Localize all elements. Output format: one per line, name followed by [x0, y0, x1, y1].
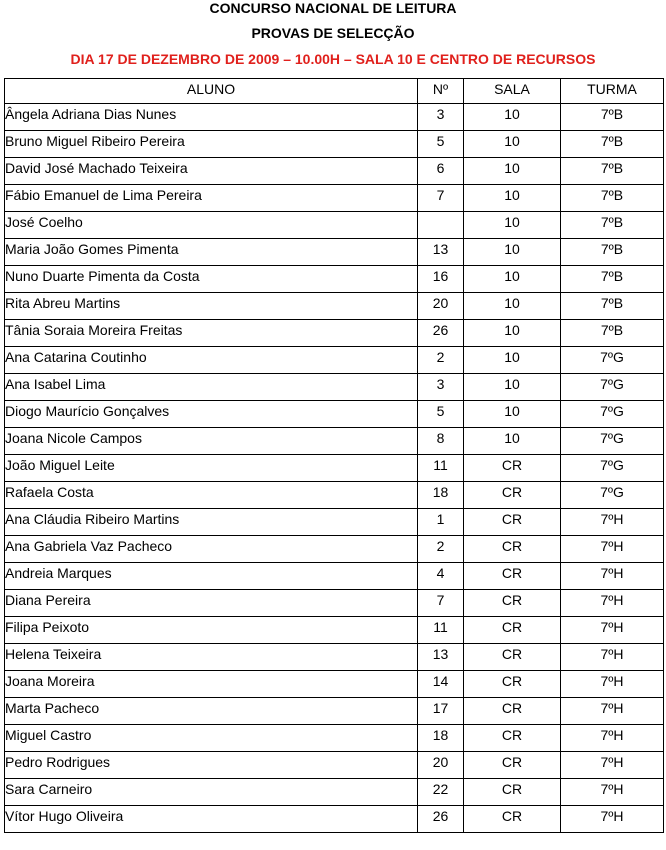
cell-sala: 10	[464, 401, 561, 428]
cell-aluno: Andreia Marques	[5, 563, 418, 590]
cell-turma: 7ºB	[561, 293, 664, 320]
cell-aluno: Ana Gabriela Vaz Pacheco	[5, 536, 418, 563]
cell-numero: 11	[418, 617, 464, 644]
cell-sala: 10	[464, 347, 561, 374]
cell-turma: 7ºH	[561, 536, 664, 563]
cell-numero: 6	[418, 158, 464, 185]
table-row	[5, 131, 664, 158]
cell-aluno: Helena Teixeira	[5, 644, 418, 671]
cell-aluno: Ana Catarina Coutinho	[5, 347, 418, 374]
cell-numero: 18	[418, 725, 464, 752]
cell-aluno: Ana Cláudia Ribeiro Martins	[5, 509, 418, 536]
cell-sala: CR	[464, 563, 561, 590]
cell-turma: 7ºH	[561, 725, 664, 752]
cell-numero: 4	[418, 563, 464, 590]
cell-turma: 7ºH	[561, 563, 664, 590]
cell-numero: 1	[418, 509, 464, 536]
cell-aluno: Diana Pereira	[5, 590, 418, 617]
cell-turma: 7ºH	[561, 671, 664, 698]
cell-numero: 20	[418, 752, 464, 779]
cell-sala: CR	[464, 779, 561, 806]
cell-turma: 7ºB	[561, 131, 664, 158]
table-row	[5, 536, 664, 563]
page-subtitle: PROVAS DE SELECÇÃO	[251, 25, 415, 41]
cell-numero: 7	[418, 185, 464, 212]
cell-sala: CR	[464, 725, 561, 752]
cell-turma: 7ºH	[561, 752, 664, 779]
cell-numero: 3	[418, 374, 464, 401]
cell-numero: 16	[418, 266, 464, 293]
cell-turma: 7ºG	[561, 482, 664, 509]
table-row	[5, 185, 664, 212]
cell-aluno: Bruno Miguel Ribeiro Pereira	[5, 131, 418, 158]
cell-sala: CR	[464, 617, 561, 644]
cell-numero: 13	[418, 644, 464, 671]
cell-numero: 20	[418, 293, 464, 320]
table-row	[5, 617, 664, 644]
students-table	[4, 78, 664, 833]
table-row	[5, 401, 664, 428]
cell-turma: 7ºB	[561, 185, 664, 212]
column-header-turma: TURMA	[561, 79, 664, 104]
table-row	[5, 212, 664, 239]
cell-numero: 3	[418, 104, 464, 131]
table-row	[5, 671, 664, 698]
cell-sala: CR	[464, 644, 561, 671]
cell-turma: 7ºG	[561, 374, 664, 401]
table-row	[5, 590, 664, 617]
cell-sala: CR	[464, 671, 561, 698]
cell-aluno: Ana Isabel Lima	[5, 374, 418, 401]
cell-sala: 10	[464, 158, 561, 185]
table-row	[5, 347, 664, 374]
cell-aluno: José Coelho	[5, 212, 418, 239]
cell-aluno: Marta Pacheco	[5, 698, 418, 725]
cell-numero: 7	[418, 590, 464, 617]
cell-sala: 10	[464, 374, 561, 401]
cell-aluno: Vítor Hugo Oliveira	[5, 806, 418, 833]
cell-aluno: Ângela Adriana Dias Nunes	[5, 104, 418, 131]
cell-numero: 14	[418, 671, 464, 698]
cell-sala: 10	[464, 239, 561, 266]
cell-turma: 7ºB	[561, 266, 664, 293]
cell-numero: 17	[418, 698, 464, 725]
table-header-row	[5, 79, 664, 104]
cell-turma: 7ºB	[561, 239, 664, 266]
cell-numero: 2	[418, 536, 464, 563]
cell-sala: CR	[464, 590, 561, 617]
cell-numero: 5	[418, 131, 464, 158]
cell-aluno: Rita Abreu Martins	[5, 293, 418, 320]
cell-sala: CR	[464, 482, 561, 509]
table-row	[5, 509, 664, 536]
cell-numero: 8	[418, 428, 464, 455]
cell-turma: 7ºH	[561, 698, 664, 725]
cell-sala: 10	[464, 428, 561, 455]
cell-numero: 5	[418, 401, 464, 428]
cell-turma: 7ºH	[561, 509, 664, 536]
date-line: DIA 17 DE DEZEMBRO DE 2009 – 10.00H – SALA 10 E CENTRO DE RECURSOS	[70, 51, 596, 67]
cell-turma: 7ºH	[561, 590, 664, 617]
cell-aluno: Fábio Emanuel de Lima Pereira	[5, 185, 418, 212]
cell-sala: CR	[464, 509, 561, 536]
column-header-numero: Nº	[418, 79, 464, 104]
cell-sala: CR	[464, 698, 561, 725]
cell-aluno: David José Machado Teixeira	[5, 158, 418, 185]
cell-numero: 26	[418, 806, 464, 833]
cell-aluno: Joana Moreira	[5, 671, 418, 698]
cell-sala: 10	[464, 293, 561, 320]
cell-aluno: Joana Nicole Campos	[5, 428, 418, 455]
cell-numero: 26	[418, 320, 464, 347]
cell-numero: 18	[418, 482, 464, 509]
cell-turma: 7ºH	[561, 617, 664, 644]
cell-aluno: Miguel Castro	[5, 725, 418, 752]
table-row	[5, 725, 664, 752]
cell-turma: 7ºG	[561, 455, 664, 482]
table-row	[5, 752, 664, 779]
cell-aluno: Filipa Peixoto	[5, 617, 418, 644]
cell-sala: 10	[464, 266, 561, 293]
table-row	[5, 104, 664, 131]
table-row	[5, 239, 664, 266]
table-row	[5, 374, 664, 401]
table-row	[5, 563, 664, 590]
cell-turma: 7ºH	[561, 644, 664, 671]
table-row	[5, 644, 664, 671]
cell-sala: 10	[464, 185, 561, 212]
cell-turma: 7ºH	[561, 779, 664, 806]
cell-sala: 10	[464, 131, 561, 158]
cell-aluno: Sara Carneiro	[5, 779, 418, 806]
cell-aluno: Rafaela Costa	[5, 482, 418, 509]
cell-numero: 2	[418, 347, 464, 374]
cell-aluno: Nuno Duarte Pimenta da Costa	[5, 266, 418, 293]
table-row	[5, 482, 664, 509]
cell-aluno: Tânia Soraia Moreira Freitas	[5, 320, 418, 347]
cell-sala: 10	[464, 212, 561, 239]
table-row	[5, 698, 664, 725]
cell-aluno: João Miguel Leite	[5, 455, 418, 482]
cell-sala: CR	[464, 752, 561, 779]
cell-sala: 10	[464, 320, 561, 347]
cell-turma: 7ºH	[561, 806, 664, 833]
table-row	[5, 158, 664, 185]
cell-aluno: Pedro Rodrigues	[5, 752, 418, 779]
cell-aluno: Diogo Maurício Gonçalves	[5, 401, 418, 428]
cell-turma: 7ºG	[561, 347, 664, 374]
cell-sala: CR	[464, 536, 561, 563]
table-row	[5, 428, 664, 455]
cell-numero: 13	[418, 239, 464, 266]
cell-turma: 7ºG	[561, 401, 664, 428]
table-row	[5, 293, 664, 320]
table-row	[5, 455, 664, 482]
cell-sala: 10	[464, 104, 561, 131]
cell-numero: 11	[418, 455, 464, 482]
cell-turma: 7ºB	[561, 212, 664, 239]
cell-turma: 7ºB	[561, 320, 664, 347]
cell-sala: CR	[464, 806, 561, 833]
cell-numero	[418, 212, 464, 239]
cell-numero: 22	[418, 779, 464, 806]
column-header-sala: SALA	[464, 79, 561, 104]
cell-sala: CR	[464, 455, 561, 482]
table-row	[5, 806, 664, 833]
cell-turma: 7ºB	[561, 158, 664, 185]
table-row	[5, 779, 664, 806]
table-row	[5, 320, 664, 347]
cell-turma: 7ºB	[561, 104, 664, 131]
table-row	[5, 266, 664, 293]
cell-aluno: Maria João Gomes Pimenta	[5, 239, 418, 266]
cell-turma: 7ºG	[561, 428, 664, 455]
column-header-aluno: ALUNO	[5, 79, 418, 104]
page-title: CONCURSO NACIONAL DE LEITURA	[209, 0, 457, 16]
